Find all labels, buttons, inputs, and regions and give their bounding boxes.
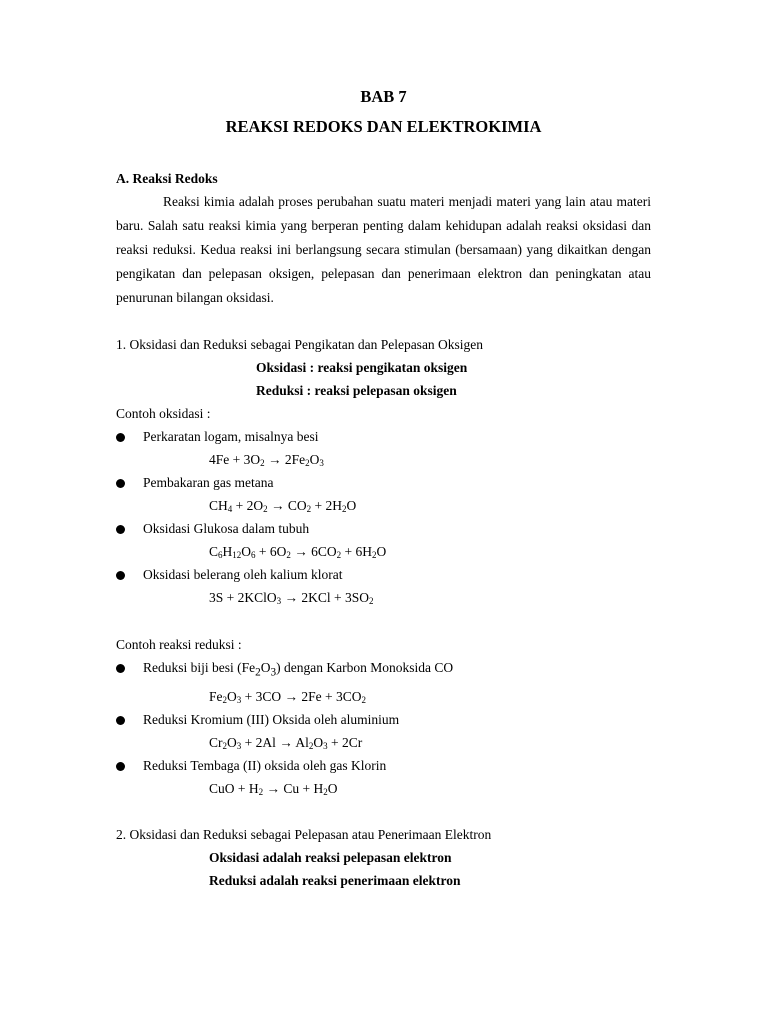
reduction-example-description: Reduksi biji besi $(Fe_2O_3)$ dengan Karbon Monoksida CO <box>143 660 454 679</box>
oxidation-example-equation: $C_6H_{12}O_6 + 6O_2 \to 6CO_2 + 6H_2O$ <box>209 544 387 560</box>
oxidation-examples-label: Contoh oksidasi : <box>116 406 211 421</box>
reduction-example-item <box>116 656 651 685</box>
definition-reduksi-elektron: Reduksi adalah reaksi penerimaan elektron <box>209 872 461 888</box>
oxidation-example-description: Pembakaran gas metana <box>143 475 274 490</box>
intro-paragraph: Reaksi kimia adalah proses perubahan suatu materi menjadi materi yang lain atau materi baru. Salah satu reaksi kimia yang berperan penting dalam kehidupan adalah reaksi oksidasi dan reaksi reduksi. Kedua reaksi ini berlangsung secara stimulan (bersamaan) yang dikaitkan dengan pengikatan dan pelepasan oksigen, pelepasan dan penerimaan elektron dan peningkatan atau penurunan bilangan oksidasi. <box>116 194 651 305</box>
reduction-example-equation: $Cr_2O_3 + 2Al \to Al_2O_3 + 2Cr$ <box>209 734 363 751</box>
reduction-examples-list <box>116 656 651 800</box>
reduction-example-item <box>116 754 651 777</box>
document-page <box>116 84 651 892</box>
bullet-icon <box>116 571 125 580</box>
oxidation-example-equation: $CH_4 + 2O_2 \to CO_2 + 2H_2O$ <box>209 498 357 514</box>
reduction-example-item <box>116 708 651 731</box>
definition-reduksi-oksigen: Reduksi : reaksi pelepasan oksigen <box>256 383 457 398</box>
oxidation-example-item <box>116 425 651 448</box>
bullet-icon <box>116 762 125 771</box>
oxidation-example-description: Perkaratan logam, misalnya besi <box>143 429 319 444</box>
subsection-2-heading: 2. Oksidasi dan Reduksi sebagai Pelepasan atau Penerimaan Elektron <box>116 826 492 842</box>
bullet-icon <box>116 433 125 442</box>
oxidation-example-item <box>116 471 651 494</box>
oxidation-example-item <box>116 517 651 540</box>
definition-oksidasi-oksigen: Oksidasi : reaksi pengikatan oksigen <box>256 360 468 375</box>
definition-oksidasi-elektron: Oksidasi adalah reaksi pelepasan elektron <box>209 849 452 865</box>
reduction-examples-label: Contoh reaksi reduksi : <box>116 637 242 652</box>
reduction-example-description: Reduksi Kromium (III) Oksida oleh aluminium <box>143 711 400 727</box>
oxidation-example-description: Oksidasi Glukosa dalam tubuh <box>143 521 310 536</box>
section-heading-reaksi-redoks: A. Reaksi Redoks <box>116 171 218 186</box>
oxidation-examples-list <box>116 425 651 609</box>
bullet-icon <box>116 479 125 488</box>
subsection-1-heading: 1. Oksidasi dan Reduksi sebagai Pengikatan dan Pelepasan Oksigen <box>116 337 484 352</box>
chapter-title: REAKSI REDOKS DAN ELEKTROKIMIA <box>225 117 542 136</box>
chapter-number: BAB 7 <box>360 87 407 106</box>
bullet-icon <box>116 716 125 725</box>
bullet-icon <box>116 525 125 534</box>
reduction-example-description: Reduksi Tembaga (II) oksida oleh gas Klorin <box>143 757 387 773</box>
oxidation-example-equation: $4Fe + 3O_2 \to 2Fe_2O_3$ <box>209 452 324 468</box>
reduction-example-equation: $Fe_2O_3 + 3CO \to 2Fe + 3CO_2$ <box>209 688 366 705</box>
oxidation-example-item <box>116 563 651 586</box>
oxidation-example-equation: 3S + 2KClO$_3$ → $2KCl + 3SO_2$ <box>209 590 374 606</box>
bullet-icon <box>116 664 125 673</box>
reduction-example-equation: CuO + $H_2 \to Cu + H_2O$ <box>209 780 338 797</box>
oxidation-example-description: Oksidasi belerang oleh kalium klorat <box>143 567 343 582</box>
